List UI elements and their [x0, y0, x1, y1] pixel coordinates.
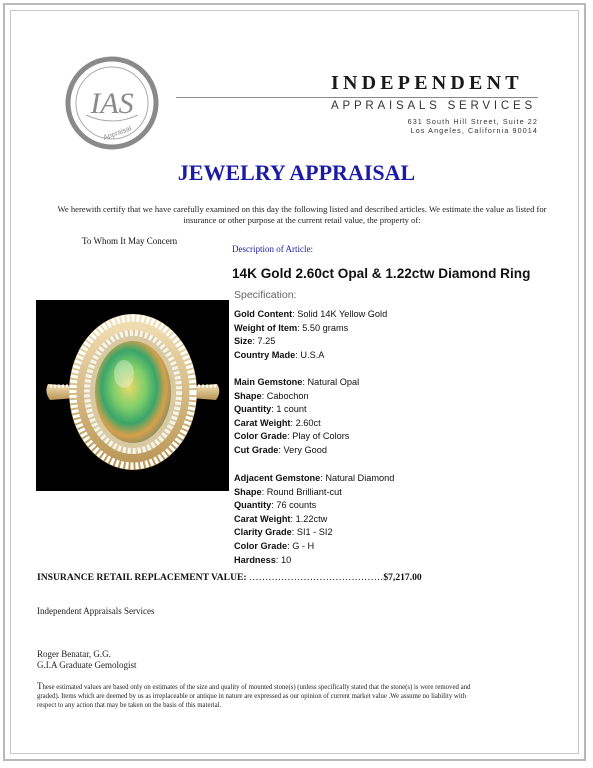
spec-value: Natural Opal	[307, 377, 360, 387]
spec-value: 1 count	[276, 404, 307, 415]
disclaimer-text: hese estimated values are based only on estimates of the size and quality of mounted stone(s) (unless specifically stated that the stone(s) is were removed and graded). Items which are deemed by us as irreplaceable or antique in nature are expressed as our opinion of current market value .We assume no liability with respect to any action that may be taken on the basis of this material.	[37, 684, 471, 709]
spec-key: Quantity	[234, 404, 272, 415]
spec-row: Main Gemstone: Natural Opal	[234, 377, 360, 387]
spec-value: 5.50 grams	[302, 322, 349, 333]
spec-key: Size	[234, 336, 253, 347]
company-address-line1: 631 South Hill Street, Suite 22	[407, 117, 538, 126]
spec-group-adjacent-gemstone	[234, 472, 394, 567]
spec-row: Quantity: 1 count	[234, 404, 307, 415]
ias-logo	[64, 55, 160, 151]
spec-value: Round Brilliant-cut	[266, 486, 342, 497]
spec-value: Solid 14K Yellow Gold	[297, 309, 388, 319]
signature-company: Independent Appraisals Services	[37, 606, 155, 616]
spec-key: Cut Grade	[234, 444, 279, 455]
spec-value: Natural Diamond	[325, 473, 395, 483]
description-label: Description of Article:	[232, 244, 313, 254]
company-subtitle: APPRAISALS SERVICES	[331, 100, 536, 112]
logo-ring-text: Appraisal	[102, 125, 133, 142]
spec-value: 2.60ct	[295, 417, 321, 428]
company-rule	[176, 97, 538, 98]
insurance-value-amount: $7,217.00	[383, 572, 422, 583]
insurance-value-line	[37, 572, 422, 583]
spec-value: Very Good	[283, 444, 327, 455]
spec-key: Carat Weight	[234, 417, 291, 428]
spec-value: 10	[280, 554, 292, 565]
recipient: To Whom It May Concern	[82, 236, 178, 246]
spec-group-gold	[234, 308, 387, 362]
spec-row: Adjacent Gemstone: Natural Diamond	[234, 473, 395, 483]
spec-key: Color Grade	[234, 540, 288, 551]
specification-label: Specification:	[234, 289, 297, 301]
disclaimer-initial: T	[37, 681, 43, 691]
spec-value: SI1 - SI2	[296, 527, 333, 538]
spec-key: Main Gemstone	[234, 377, 303, 387]
spec-row: Carat Weight: 1.22ctw	[234, 513, 328, 524]
spec-group-main-gemstone	[234, 376, 359, 458]
spec-key: Carat Weight	[234, 513, 291, 524]
spec-value: 7.25	[257, 336, 276, 347]
spec-row: Cut Grade: Very Good	[234, 444, 327, 455]
spec-row: Hardness: 10	[234, 554, 292, 565]
signature-block	[37, 649, 136, 671]
spec-key: Shape	[234, 486, 262, 497]
spec-key: Clarity Grade	[234, 527, 292, 538]
appraiser-name: Roger Benatar, G.G.	[37, 649, 111, 659]
spec-key: Quantity	[234, 500, 272, 511]
spec-value: G - H	[292, 540, 315, 551]
appraiser-title: G.I.A Graduate Gemologist	[37, 660, 137, 670]
disclaimer	[37, 682, 482, 710]
spec-row: Color Grade: Play of Colors	[234, 431, 350, 442]
spec-row: Color Grade: G - H	[234, 540, 315, 551]
spec-row: Carat Weight: 2.60ct	[234, 417, 321, 428]
spec-row: Country Made: U.S.A	[234, 349, 325, 360]
certification-text: We herewith certify that we have carefully examined on this day the following listed and described articles. We estimate the value as listed for insurance or other purpose at the current retail value, the property of:	[57, 204, 547, 225]
spec-row: Gold Content: Solid 14K Yellow Gold	[234, 309, 388, 319]
company-name: INDEPENDENT	[331, 72, 523, 94]
spec-key: Weight of Item	[234, 322, 298, 333]
spec-row: Shape: Cabochon	[234, 390, 309, 401]
leader-dots: ……………………………………	[249, 572, 384, 583]
spec-row: Size: 7.25	[234, 336, 276, 347]
spec-key: Color Grade	[234, 431, 288, 442]
spec-row: Weight of Item: 5.50 grams	[234, 322, 349, 333]
spec-key: Adjacent Gemstone	[234, 473, 321, 483]
spec-value: 76 counts	[276, 500, 317, 511]
spec-row: Clarity Grade: SI1 - SI2	[234, 527, 333, 538]
spec-value: Play of Colors	[292, 431, 350, 442]
document-title: JEWELRY APPRAISAL	[177, 160, 416, 185]
item-title: 14K Gold 2.60ct Opal & 1.22ctw Diamond Ring	[232, 266, 531, 281]
spec-key: Country Made	[234, 349, 296, 360]
logo-monogram: IAS	[90, 87, 134, 120]
spec-key: Gold Content	[234, 309, 293, 319]
spec-value: Cabochon	[266, 390, 309, 401]
spec-value: U.S.A	[300, 349, 325, 360]
spec-value: 1.22ctw	[295, 513, 328, 524]
spec-row: Quantity: 76 counts	[234, 500, 317, 511]
insurance-value-label: INSURANCE RETAIL REPLACEMENT VALUE:	[37, 572, 247, 583]
company-address-line2: Los Angeles, California 90014	[410, 126, 538, 135]
spec-row: Shape: Round Brilliant-cut	[234, 486, 342, 497]
ring-photo	[36, 300, 229, 491]
spec-key: Shape	[234, 390, 262, 401]
spec-key: Hardness	[234, 554, 276, 565]
